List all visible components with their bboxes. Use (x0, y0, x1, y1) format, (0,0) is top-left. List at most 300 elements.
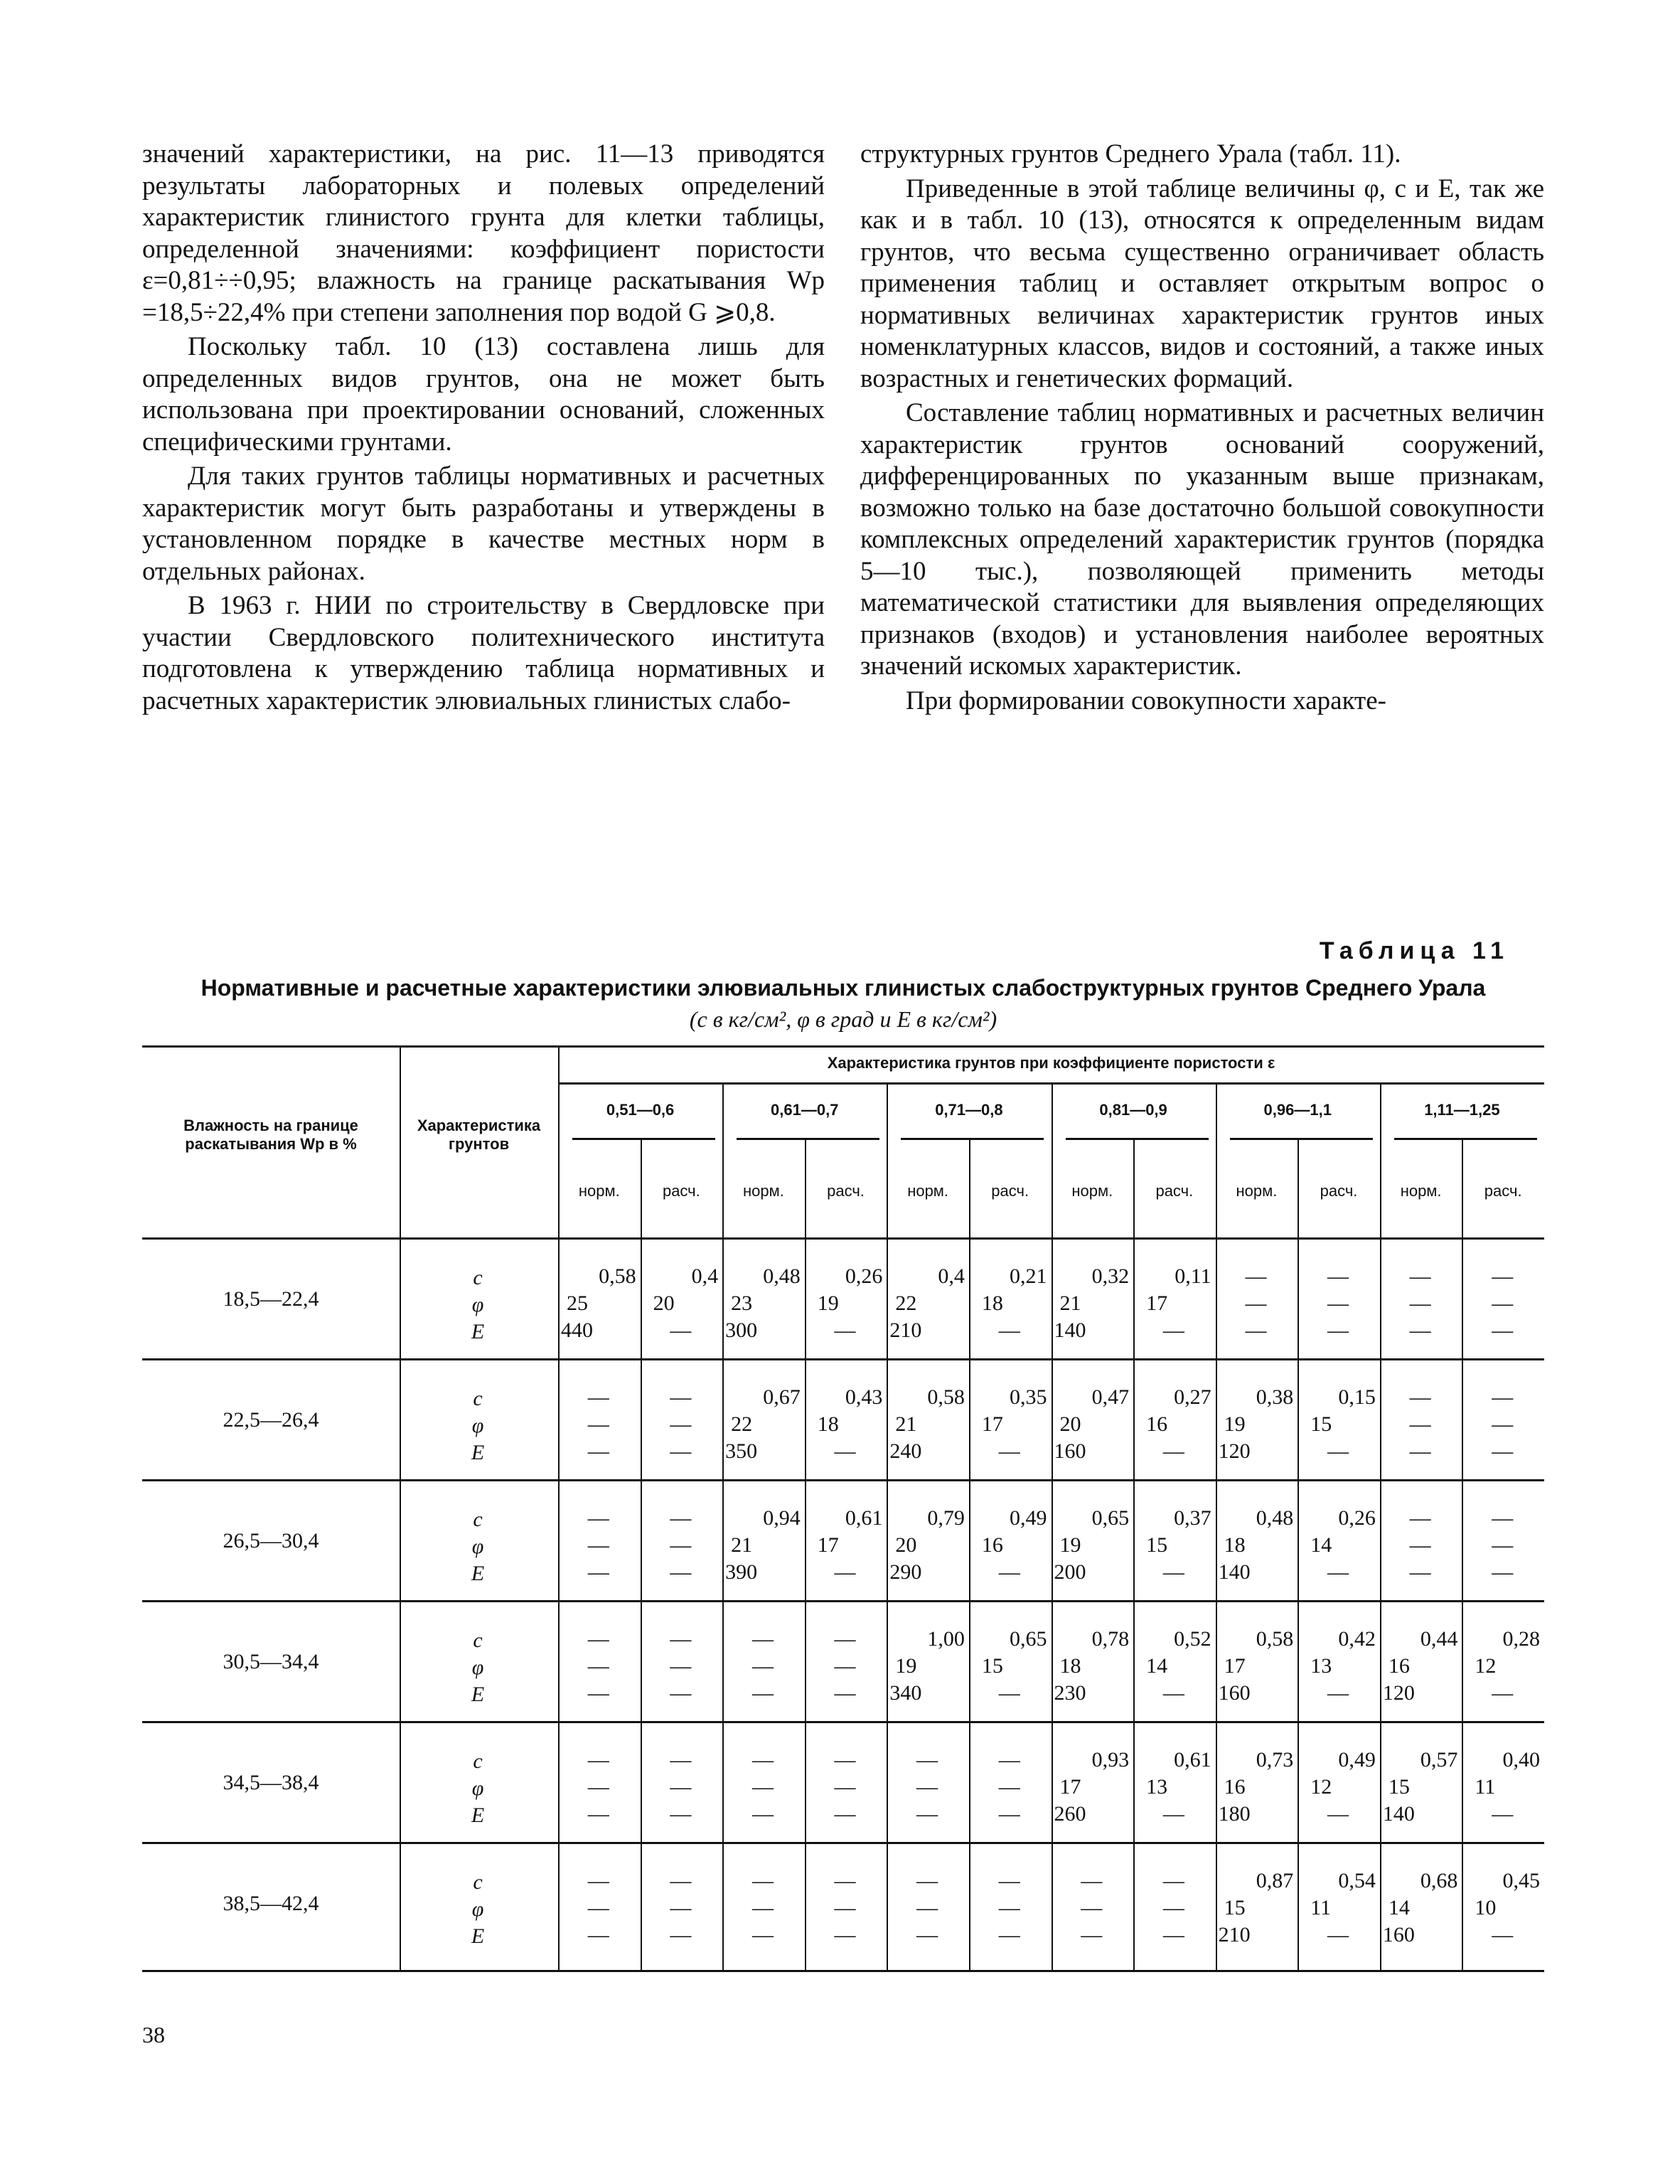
cell-value: — (587, 1896, 609, 1919)
table-cell (889, 1384, 965, 1465)
characteristic-symbols (456, 1627, 499, 1708)
cell-value: 19 (895, 1654, 917, 1678)
cell-value: 15 (1224, 1896, 1246, 1919)
cell-value: 0,78 (1091, 1627, 1130, 1651)
range-rule (1230, 1138, 1373, 1140)
cell-value: 0,65 (1091, 1506, 1130, 1530)
cell-value: — (751, 1896, 774, 1919)
cell-value: 230 (1054, 1681, 1086, 1705)
cell-value: 1,00 (927, 1627, 965, 1651)
cell-value: — (1327, 1681, 1349, 1705)
row-rule (142, 1479, 1544, 1481)
table-cell (808, 1505, 883, 1586)
table-cell (725, 1263, 801, 1344)
cell-value: 0,27 (1174, 1385, 1211, 1409)
table-cell (808, 1868, 883, 1949)
cell-value: — (834, 1439, 856, 1463)
cell-value: 340 (889, 1681, 922, 1705)
table-cell (1383, 1263, 1458, 1344)
cell-value: — (670, 1439, 692, 1463)
characteristic-symbols (456, 1385, 499, 1466)
characteristic-symbol: φ (471, 1293, 484, 1316)
table-cell (725, 1384, 801, 1465)
cell-value: 350 (725, 1439, 758, 1463)
cell-value: — (1162, 1560, 1184, 1584)
cell-value: 0,37 (1174, 1506, 1211, 1530)
table-cell (725, 1626, 801, 1707)
cell-value: 140 (1054, 1319, 1086, 1342)
cell-value: — (751, 1775, 774, 1799)
cell-value: 0,48 (1256, 1506, 1294, 1530)
cell-value: — (834, 1923, 856, 1946)
table-cell (1219, 1263, 1294, 1344)
cell-value: — (670, 1654, 692, 1678)
cell-value: 15 (1146, 1533, 1168, 1557)
cell-value: 300 (725, 1319, 758, 1342)
characteristic-symbol: E (471, 1441, 485, 1464)
table-cell (808, 1384, 883, 1465)
cell-value: 16 (1224, 1775, 1246, 1799)
cell-value: 0,43 (845, 1385, 883, 1409)
cell-value: 0,79 (927, 1506, 965, 1530)
table-cell (643, 1505, 719, 1586)
cell-value: 0,49 (1009, 1506, 1047, 1530)
cell-value: — (834, 1748, 856, 1772)
cell-value: — (587, 1412, 609, 1436)
column-rule (969, 1138, 970, 1970)
cell-value: — (587, 1533, 609, 1557)
moisture-value: 18,5—22,4 (223, 1287, 319, 1311)
column-rule (641, 1138, 642, 1970)
cell-value: 22 (731, 1412, 753, 1436)
paragraph: Для таких грунтов таблицы нормативных и расчетных характеристик могут быть разработаны и утверждены в установленном порядке в качестве местных норм в отдельных районах. (142, 462, 825, 586)
table-cell (1136, 1626, 1211, 1707)
cell-value: 21 (895, 1412, 917, 1436)
column-rule (1298, 1138, 1299, 1970)
table-cell (1465, 1505, 1540, 1586)
cell-value: 18 (1224, 1533, 1246, 1557)
cell-value: 160 (1054, 1439, 1086, 1463)
cell-value: — (1409, 1385, 1431, 1409)
cell-value: 17 (1146, 1291, 1168, 1315)
cell-value: 19 (1224, 1412, 1246, 1436)
porosity-range: 0,96—1,1 (1263, 1101, 1332, 1119)
cell-value: 120 (1218, 1439, 1251, 1463)
moisture-value: 30,5—34,4 (223, 1650, 319, 1673)
cell-value: 10 (1475, 1896, 1497, 1919)
table-cell (972, 1868, 1047, 1949)
cell-value: — (670, 1627, 692, 1651)
row-rule (142, 1842, 1544, 1844)
cell-value: — (1409, 1439, 1431, 1463)
cell-value: 16 (981, 1533, 1003, 1557)
cell-value: 13 (1310, 1654, 1332, 1678)
cell-value: — (1409, 1533, 1431, 1557)
cell-value: — (1492, 1439, 1514, 1463)
cell-value: 0,49 (1338, 1748, 1376, 1772)
cell-value: 0,4 (691, 1264, 719, 1288)
table-cell (1219, 1626, 1294, 1707)
cell-value: 17 (981, 1412, 1003, 1436)
characteristic-header: Характеристика грунтов (417, 1117, 541, 1153)
cell-value: 0,44 (1420, 1627, 1458, 1651)
cell-value: — (670, 1896, 692, 1919)
column-rule (805, 1138, 806, 1970)
cell-value: 210 (889, 1319, 922, 1342)
cell-value: — (1409, 1264, 1431, 1288)
table-cell (561, 1747, 636, 1828)
cell-value: — (1409, 1319, 1431, 1342)
cell-value: — (670, 1319, 692, 1342)
cell-value: 0,45 (1502, 1869, 1540, 1892)
characteristic-symbol: с (473, 1266, 483, 1289)
table-cell (561, 1868, 636, 1949)
cell-value: 0,26 (845, 1264, 883, 1288)
moisture-value: 22,5—26,4 (223, 1408, 319, 1432)
paragraph: Поскольку табл. 10 (13) составлена лишь для определенных видов грунтов, она не может быть использована при проектировании оснований, сложенных специфическими грунтами. (142, 332, 825, 457)
characteristic-symbol: с (473, 1629, 483, 1652)
cell-value: 0,58 (599, 1264, 636, 1288)
cell-value: 19 (1059, 1533, 1081, 1557)
cell-value: 0,47 (1091, 1385, 1130, 1409)
table-cell (1383, 1747, 1458, 1828)
paragraph: При формировании совокупности характе- (906, 686, 1386, 715)
cell-value: — (1327, 1560, 1349, 1584)
table-cell (889, 1868, 965, 1949)
cell-value: 180 (1218, 1802, 1251, 1826)
table-cell (1465, 1384, 1540, 1465)
table-cell (1054, 1626, 1130, 1707)
paragraph: Приведенные в этой таблице величины φ, с и E, так же как и в табл. 10 (13), относятся к определенным видам грунтов, что весьма существенно ограничивает область применения таблиц и оставляет открытым вопрос о нормативных величинах характеристик грунтов иных номенклатурных классов, видов и состояний, а также иных возрастных и генетических формаций. (860, 174, 1544, 393)
range-rule (901, 1138, 1044, 1140)
characteristic-symbol: с (473, 1870, 483, 1894)
characteristic-symbol: φ (471, 1897, 484, 1921)
paragraph: В 1963 г. НИИ по строительству в Свердловске при участии Свердловского политехнического института подготовлена к утверждению таблица нормативных и расчетных характеристик элювиальных глинистых слабо- (142, 591, 825, 715)
moisture-header: Влажность на границе раскатывания Wр в % (183, 1117, 358, 1153)
column-rule (1462, 1138, 1463, 1970)
cell-value: — (1409, 1560, 1431, 1584)
characteristic-symbol: E (471, 1320, 485, 1343)
cell-value: 0,94 (763, 1506, 801, 1530)
cell-value: 21 (731, 1533, 753, 1557)
paragraph: структурных грунтов Среднего Урала (табл. 11). (860, 139, 1401, 169)
table-cell (808, 1747, 883, 1828)
cell-value: — (587, 1681, 609, 1705)
right-text-column (860, 139, 1544, 720)
table-cell (972, 1626, 1047, 1707)
column-rule (1052, 1082, 1053, 1970)
cell-value: 0,4 (938, 1264, 965, 1288)
characteristic-symbols (456, 1506, 499, 1587)
cell-value: — (1162, 1802, 1184, 1826)
characteristic-symbol: E (471, 1683, 485, 1706)
cell-value: 200 (1054, 1560, 1086, 1584)
table-cell (1300, 1626, 1376, 1707)
cell-value: 0,40 (1502, 1748, 1540, 1772)
cell-value: — (998, 1802, 1020, 1826)
column-rule (722, 1082, 724, 1970)
row-rule (142, 1721, 1544, 1723)
cell-value: — (1492, 1264, 1514, 1288)
cell-value: — (834, 1681, 856, 1705)
cell-value: — (834, 1627, 856, 1651)
table-title: Нормативные и расчетные характеристики элювиальных глинистых слабоструктурных грунтов Среднего Урала (200, 975, 1486, 1001)
cell-value: — (1492, 1385, 1514, 1409)
cell-value: — (587, 1385, 609, 1409)
table-cell (561, 1505, 636, 1586)
cell-value: — (1162, 1319, 1184, 1342)
moisture-value: 26,5—30,4 (223, 1529, 319, 1552)
cell-value: 0,32 (1091, 1264, 1130, 1288)
cell-value: — (916, 1923, 938, 1946)
sub-header: норм. (1236, 1182, 1278, 1200)
cell-value: — (1327, 1923, 1349, 1946)
porosity-group-header: Характеристика грунтов при коэффициенте пористости ε (827, 1054, 1275, 1072)
table-cell (1136, 1868, 1211, 1949)
cell-value: 0,58 (1256, 1627, 1294, 1651)
cell-value: — (998, 1775, 1020, 1799)
characteristic-symbols (456, 1748, 499, 1829)
row-rule (142, 1600, 1544, 1602)
cell-value: 0,48 (763, 1264, 801, 1288)
table-units: (с в кг/см², φ в град и E в кг/см²) (689, 1006, 997, 1032)
table-cell (1054, 1747, 1130, 1828)
cell-value: — (998, 1681, 1020, 1705)
cell-value: 12 (1475, 1654, 1497, 1678)
table-cell (1136, 1505, 1211, 1586)
cell-value: 0,54 (1338, 1869, 1376, 1892)
sub-header: расч. (827, 1182, 865, 1200)
range-rule (737, 1138, 879, 1140)
sub-header: расч. (662, 1182, 700, 1200)
table-cell (1300, 1263, 1376, 1344)
cell-value: — (834, 1802, 856, 1826)
table-cell (1219, 1505, 1294, 1586)
cell-value: — (1327, 1319, 1349, 1342)
table-cell (1054, 1384, 1130, 1465)
cell-value: — (751, 1627, 774, 1651)
column-rule (1380, 1082, 1381, 1970)
cell-value: 0,11 (1175, 1264, 1211, 1288)
cell-value: — (751, 1869, 774, 1892)
table-cell (561, 1384, 636, 1465)
column-rule (1216, 1082, 1217, 1970)
cell-value: 240 (889, 1439, 922, 1463)
table-cell (1300, 1384, 1376, 1465)
cell-value: 0,28 (1502, 1627, 1540, 1651)
cell-value: — (670, 1560, 692, 1584)
table-cell (972, 1263, 1047, 1344)
cell-value: 290 (889, 1560, 922, 1584)
cell-value: — (1162, 1923, 1184, 1946)
characteristic-symbols (456, 1869, 499, 1950)
table-cell (725, 1868, 801, 1949)
cell-value: 260 (1054, 1802, 1086, 1826)
cell-value: — (751, 1654, 774, 1678)
cell-value: — (1492, 1319, 1514, 1342)
row-rule (142, 1358, 1544, 1360)
cell-value: 0,68 (1420, 1869, 1458, 1892)
cell-value: 0,65 (1009, 1627, 1047, 1651)
cell-value: — (1245, 1264, 1267, 1288)
cell-value: 20 (1059, 1412, 1081, 1436)
table-cell (1383, 1505, 1458, 1586)
table-cell (1465, 1263, 1540, 1344)
cell-value: 18 (817, 1412, 839, 1436)
cell-value: — (1409, 1291, 1431, 1315)
cell-value: — (834, 1775, 856, 1799)
cell-value: 0,57 (1420, 1748, 1458, 1772)
cell-value: — (1492, 1506, 1514, 1530)
table-cell (1383, 1384, 1458, 1465)
cell-value: — (1162, 1869, 1184, 1892)
cell-value: 0,35 (1009, 1385, 1047, 1409)
table-cell (561, 1626, 636, 1707)
cell-value: — (1081, 1869, 1103, 1892)
table-cell (889, 1626, 965, 1707)
cell-value: 210 (1218, 1923, 1251, 1946)
cell-value: — (998, 1748, 1020, 1772)
table-cell (643, 1747, 719, 1828)
table-cell (1136, 1263, 1211, 1344)
table-number: Таблица 11 (1319, 937, 1509, 964)
cell-value: 21 (1059, 1291, 1081, 1315)
cell-value: — (834, 1654, 856, 1678)
cell-value: — (998, 1439, 1020, 1463)
cell-value: — (916, 1802, 938, 1826)
cell-value: — (1327, 1291, 1349, 1315)
cell-value: — (587, 1506, 609, 1530)
paragraph: значений характеристики, на рис. 11—13 приводятся результаты лабораторных и полевых определений характеристик глинистого грунта для клетки таблицы, определенной значениями: коэффициент пористости ε=0,81÷÷0,95; влажность на границе раскатывания Wр =18,5÷22,4% при степени заполнения пор водой G ⩾0,8. (142, 139, 825, 327)
table-cell (1219, 1868, 1294, 1949)
cell-value: — (587, 1802, 609, 1826)
cell-value: 390 (725, 1560, 758, 1584)
cell-value: — (1162, 1896, 1184, 1919)
cell-value: — (998, 1560, 1020, 1584)
cell-value: — (1492, 1923, 1514, 1946)
table-cell (1465, 1747, 1540, 1828)
characteristic-symbol: E (471, 1924, 485, 1948)
table-cell (643, 1868, 719, 1949)
cell-value: 0,61 (845, 1506, 883, 1530)
sub-header: норм. (1071, 1182, 1113, 1200)
cell-value: — (670, 1533, 692, 1557)
cell-value: 20 (653, 1291, 675, 1315)
range-rule (572, 1138, 715, 1140)
cell-value: — (1081, 1896, 1103, 1919)
table-cell (972, 1505, 1047, 1586)
cell-value: 17 (817, 1533, 839, 1557)
cell-value: — (1492, 1681, 1514, 1705)
table-cell (1054, 1868, 1130, 1949)
characteristic-symbol: φ (471, 1777, 484, 1800)
cell-value: 25 (567, 1291, 588, 1315)
table-cell (808, 1263, 883, 1344)
left-text-column (142, 139, 825, 720)
characteristic-symbol: E (471, 1562, 485, 1585)
cell-value: — (834, 1896, 856, 1919)
table-cell (1465, 1626, 1540, 1707)
cell-value: — (587, 1923, 609, 1946)
sub-header: норм. (578, 1182, 620, 1200)
cell-value: 14 (1310, 1533, 1332, 1557)
sub-header: расч. (1484, 1182, 1522, 1200)
table-cell (889, 1505, 965, 1586)
cell-value: — (1492, 1802, 1514, 1826)
table-cell (725, 1505, 801, 1586)
table-cell (1136, 1384, 1211, 1465)
characteristic-symbols (456, 1264, 499, 1346)
cell-value: — (587, 1869, 609, 1892)
column-rule (1133, 1138, 1135, 1970)
porosity-range: 0,71—0,8 (935, 1101, 1003, 1119)
table-cell (889, 1263, 965, 1344)
cell-value: — (916, 1896, 938, 1919)
porosity-range: 0,61—0,7 (771, 1101, 839, 1119)
cell-value: 0,58 (927, 1385, 965, 1409)
cell-value: 0,21 (1009, 1264, 1047, 1288)
sub-header: норм. (1400, 1182, 1442, 1200)
cell-value: 0,38 (1256, 1385, 1294, 1409)
cell-value: 20 (895, 1533, 917, 1557)
cell-value: — (916, 1869, 938, 1892)
cell-value: 160 (1218, 1681, 1251, 1705)
cell-value: — (916, 1748, 938, 1772)
porosity-range: 1,11—1,25 (1424, 1101, 1500, 1119)
table-cell (1054, 1263, 1130, 1344)
table-bottom-rule (142, 1970, 1544, 1972)
sub-header: расч. (1155, 1182, 1194, 1200)
cell-value: 19 (817, 1291, 839, 1315)
cell-value: 0,26 (1338, 1506, 1376, 1530)
cell-value: — (670, 1506, 692, 1530)
cell-value: 140 (1382, 1802, 1415, 1826)
table-cell (1383, 1868, 1458, 1949)
cell-value: — (751, 1923, 774, 1946)
range-rule (1394, 1138, 1537, 1140)
table-cell (1136, 1747, 1211, 1828)
sub-header: расч. (1320, 1182, 1358, 1200)
cell-value: — (751, 1748, 774, 1772)
cell-value: — (1162, 1439, 1184, 1463)
table-cell (1300, 1505, 1376, 1586)
cell-value: — (1492, 1560, 1514, 1584)
cell-value: — (751, 1802, 774, 1826)
cell-value: — (1162, 1681, 1184, 1705)
table-cell (1300, 1868, 1376, 1949)
cell-value: — (670, 1385, 692, 1409)
table-cell (972, 1747, 1047, 1828)
cell-value: — (670, 1923, 692, 1946)
cell-value: — (587, 1654, 609, 1678)
sub-header: норм. (743, 1182, 784, 1200)
moisture-value: 38,5—42,4 (223, 1892, 319, 1915)
cell-value: 17 (1224, 1654, 1246, 1678)
cell-value: — (998, 1923, 1020, 1946)
characteristic-symbol: φ (471, 1535, 484, 1558)
cell-value: 11 (1310, 1896, 1332, 1919)
cell-value: 22 (895, 1291, 917, 1315)
cell-value: 120 (1382, 1681, 1415, 1705)
cell-value: — (1081, 1923, 1103, 1946)
cell-value: 12 (1310, 1775, 1332, 1799)
cell-value: 15 (1310, 1412, 1332, 1436)
cell-value: — (1327, 1264, 1349, 1288)
page-number: 38 (142, 2022, 165, 2047)
cell-value: — (834, 1560, 856, 1584)
table-cell (643, 1626, 719, 1707)
cell-value: — (587, 1560, 609, 1584)
